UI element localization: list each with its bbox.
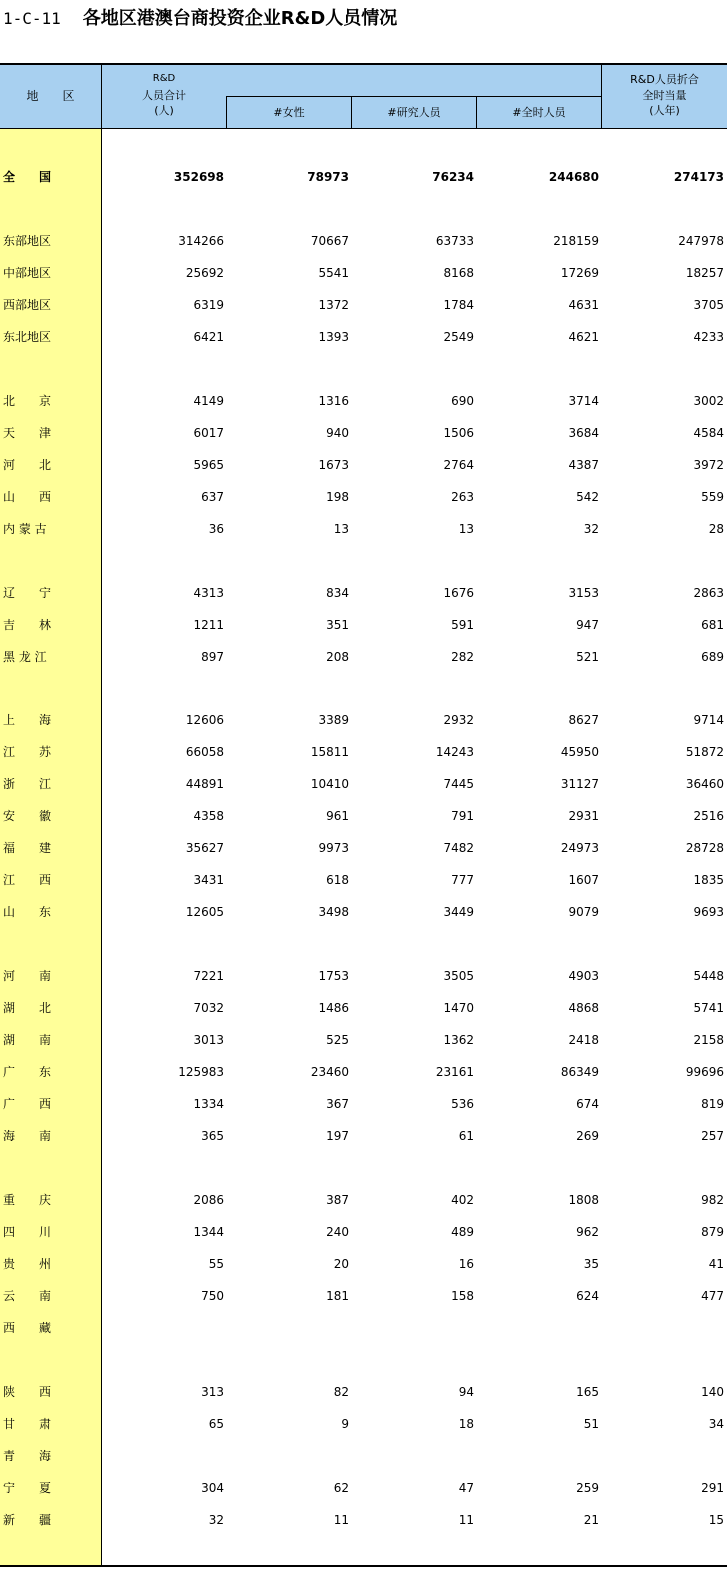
- value-cell: 8627: [568, 713, 599, 727]
- value-cell: 55: [208, 1257, 224, 1271]
- value-cell: 11: [333, 1513, 349, 1527]
- value-cell: 36460: [685, 777, 724, 791]
- value-cell: 36: [208, 522, 224, 536]
- table-row: [0, 1255, 727, 1273]
- value-cell: 674: [576, 1097, 599, 1111]
- table-row: [0, 1415, 727, 1433]
- value-cell: 2549: [443, 330, 474, 344]
- table-row: [0, 775, 727, 793]
- table-row: [0, 1479, 727, 1497]
- header-bottom-border: [0, 128, 727, 129]
- value-cell: 4313: [193, 586, 224, 600]
- value-cell: 240: [326, 1225, 349, 1239]
- value-cell: 6319: [193, 298, 224, 312]
- header-fte-line1: R&D人员折合: [630, 73, 699, 86]
- value-cell: 1506: [443, 426, 474, 440]
- value-cell: 3153: [568, 586, 599, 600]
- region-label: 西 藏: [3, 1321, 52, 1335]
- table-row: [0, 424, 727, 442]
- value-cell: 6421: [193, 330, 224, 344]
- value-cell: 51: [583, 1417, 599, 1431]
- value-cell: 3705: [693, 298, 724, 312]
- value-cell: 125983: [178, 1065, 224, 1079]
- table-row: [0, 1511, 727, 1529]
- table-row: [0, 648, 727, 666]
- value-cell: 24973: [560, 841, 599, 855]
- value-cell: 1784: [443, 298, 474, 312]
- region-label: 贵 州: [3, 1257, 52, 1271]
- value-cell: 78973: [307, 170, 349, 184]
- value-cell: 65: [208, 1417, 224, 1431]
- value-cell: 3449: [443, 905, 474, 919]
- value-cell: 4903: [568, 969, 599, 983]
- table-row: [0, 1031, 727, 1049]
- region-label: 西部地区: [3, 298, 52, 312]
- region-label: 陕 西: [3, 1385, 52, 1399]
- table-row: [0, 967, 727, 985]
- table-row: [0, 1223, 727, 1241]
- region-label: 河 北: [3, 458, 52, 472]
- value-cell: 244680: [548, 170, 599, 184]
- value-cell: 20: [333, 1257, 349, 1271]
- value-cell: 689: [701, 650, 724, 664]
- value-cell: 559: [701, 490, 724, 504]
- value-cell: 4387: [568, 458, 599, 472]
- value-cell: 2932: [443, 713, 474, 727]
- value-cell: 387: [326, 1193, 349, 1207]
- table-bottom-border: [0, 1565, 727, 1567]
- region-label: 广 西: [3, 1097, 52, 1111]
- value-cell: 819: [701, 1097, 724, 1111]
- value-cell: 15811: [310, 745, 349, 759]
- value-cell: 690: [451, 394, 474, 408]
- value-cell: 777: [451, 873, 474, 887]
- value-cell: 9973: [318, 841, 349, 855]
- table-code: 1-C-11: [3, 9, 61, 28]
- value-cell: 521: [576, 650, 599, 664]
- value-cell: 62: [333, 1481, 349, 1495]
- table-row: [0, 584, 727, 602]
- value-cell: 525: [326, 1033, 349, 1047]
- table-row: [0, 616, 727, 634]
- value-cell: 3498: [318, 905, 349, 919]
- value-cell: 897: [201, 650, 224, 664]
- value-cell: 51872: [685, 745, 724, 759]
- value-cell: 274173: [673, 170, 724, 184]
- region-label: 新 疆: [3, 1513, 52, 1527]
- value-cell: 25692: [185, 266, 224, 280]
- value-cell: 11: [458, 1513, 474, 1527]
- table-row: [0, 1191, 727, 1209]
- value-cell: 351: [326, 618, 349, 632]
- table-row: [0, 296, 727, 314]
- value-cell: 3972: [693, 458, 724, 472]
- value-cell: 536: [451, 1097, 474, 1111]
- value-cell: 618: [326, 873, 349, 887]
- value-cell: 28: [708, 522, 724, 536]
- table-row: [0, 1383, 727, 1401]
- value-cell: 47: [458, 1481, 474, 1495]
- value-cell: 365: [201, 1129, 224, 1143]
- value-cell: 3714: [568, 394, 599, 408]
- value-cell: 4584: [693, 426, 724, 440]
- value-cell: 1808: [568, 1193, 599, 1207]
- value-cell: 314266: [178, 234, 224, 248]
- value-cell: 198: [326, 490, 349, 504]
- region-label: 江 西: [3, 873, 52, 887]
- value-cell: 7032: [193, 1001, 224, 1015]
- value-cell: 1344: [193, 1225, 224, 1239]
- value-cell: 263: [451, 490, 474, 504]
- value-cell: 2516: [693, 809, 724, 823]
- value-cell: 2931: [568, 809, 599, 823]
- value-cell: 7445: [443, 777, 474, 791]
- region-label: 天 津: [3, 426, 52, 440]
- header-fte-line2: 全时当量: [642, 89, 687, 102]
- value-cell: 63733: [435, 234, 474, 248]
- table-row: [0, 264, 727, 282]
- value-cell: 591: [451, 618, 474, 632]
- value-cell: 834: [326, 586, 349, 600]
- value-cell: 4358: [193, 809, 224, 823]
- table-row: [0, 839, 727, 857]
- value-cell: 5541: [318, 266, 349, 280]
- region-label: 宁 夏: [3, 1481, 52, 1495]
- value-cell: 402: [451, 1193, 474, 1207]
- value-cell: 28728: [685, 841, 724, 855]
- value-cell: 10410: [310, 777, 349, 791]
- value-cell: 257: [701, 1129, 724, 1143]
- value-cell: 750: [201, 1289, 224, 1303]
- value-cell: 208: [326, 650, 349, 664]
- table-row: [0, 232, 727, 250]
- region-label: 安 徽: [3, 809, 52, 823]
- value-cell: 13: [458, 522, 474, 536]
- region-label: 福 建: [3, 841, 52, 855]
- table-row: [0, 1319, 727, 1337]
- region-label: 湖 北: [3, 1001, 52, 1015]
- value-cell: 32: [208, 1513, 224, 1527]
- region-label: 河 南: [3, 969, 52, 983]
- value-cell: 313: [201, 1385, 224, 1399]
- value-cell: 158: [451, 1289, 474, 1303]
- value-cell: 21: [583, 1513, 599, 1527]
- table-row: [0, 168, 727, 186]
- table-title: [3, 6, 397, 32]
- value-cell: 1334: [193, 1097, 224, 1111]
- value-cell: 86349: [560, 1065, 599, 1079]
- value-cell: 940: [326, 426, 349, 440]
- header-fulltime: #全时人员: [512, 106, 566, 119]
- table-row: [0, 711, 727, 729]
- header-region: 地 区: [26, 89, 75, 103]
- value-cell: 5965: [193, 458, 224, 472]
- region-label: 山 东: [3, 905, 52, 919]
- value-cell: 76234: [432, 170, 474, 184]
- value-cell: 61: [458, 1129, 474, 1143]
- value-cell: 31127: [560, 777, 599, 791]
- value-cell: 16: [458, 1257, 474, 1271]
- value-cell: 1316: [318, 394, 349, 408]
- region-label: 海 南: [3, 1129, 52, 1143]
- value-cell: 4631: [568, 298, 599, 312]
- value-cell: 269: [576, 1129, 599, 1143]
- value-cell: 5448: [693, 969, 724, 983]
- value-cell: 3684: [568, 426, 599, 440]
- value-cell: 2418: [568, 1033, 599, 1047]
- value-cell: 14243: [435, 745, 474, 759]
- header-researcher: #研究人员: [387, 106, 441, 119]
- region-label: 云 南: [3, 1289, 52, 1303]
- value-cell: 181: [326, 1289, 349, 1303]
- table-row: [0, 456, 727, 474]
- value-cell: 489: [451, 1225, 474, 1239]
- region-label: 黑 龙 江: [3, 650, 47, 664]
- value-cell: 1676: [443, 586, 474, 600]
- table-row: [0, 520, 727, 538]
- value-cell: 2863: [693, 586, 724, 600]
- value-cell: 352698: [173, 170, 224, 184]
- value-cell: 3505: [443, 969, 474, 983]
- value-cell: 41: [708, 1257, 724, 1271]
- value-cell: 35627: [185, 841, 224, 855]
- table-row: [0, 1287, 727, 1305]
- value-cell: 247978: [678, 234, 724, 248]
- region-label: 东北地区: [3, 330, 52, 344]
- header-total-line3: (人): [154, 104, 174, 117]
- value-cell: 291: [701, 1481, 724, 1495]
- value-cell: 45950: [560, 745, 599, 759]
- value-cell: 304: [201, 1481, 224, 1495]
- value-cell: 82: [333, 1385, 349, 1399]
- region-label: 辽 宁: [3, 586, 52, 600]
- header-fte-line3: (人年): [649, 104, 680, 117]
- value-cell: 34: [708, 1417, 724, 1431]
- value-cell: 282: [451, 650, 474, 664]
- value-cell: 15: [708, 1513, 724, 1527]
- value-cell: 962: [576, 1225, 599, 1239]
- value-cell: 477: [701, 1289, 724, 1303]
- value-cell: 66058: [185, 745, 224, 759]
- value-cell: 681: [701, 618, 724, 632]
- value-cell: 1362: [443, 1033, 474, 1047]
- value-cell: 18257: [685, 266, 724, 280]
- region-label: 湖 南: [3, 1033, 52, 1047]
- table-row: [0, 807, 727, 825]
- value-cell: 35: [583, 1257, 599, 1271]
- value-cell: 4149: [193, 394, 224, 408]
- table-row: [0, 871, 727, 889]
- value-cell: 18: [458, 1417, 474, 1431]
- value-cell: 2158: [693, 1033, 724, 1047]
- table-row: [0, 1063, 727, 1081]
- value-cell: 12606: [185, 713, 224, 727]
- value-cell: 3431: [193, 873, 224, 887]
- value-cell: 1673: [318, 458, 349, 472]
- value-cell: 9079: [568, 905, 599, 919]
- value-cell: 7221: [193, 969, 224, 983]
- table-row: [0, 328, 727, 346]
- value-cell: 94: [458, 1385, 474, 1399]
- value-cell: 5741: [693, 1001, 724, 1015]
- region-label: 青 海: [3, 1449, 52, 1463]
- table-row: [0, 1127, 727, 1145]
- value-cell: 12605: [185, 905, 224, 919]
- table-row: [0, 1095, 727, 1113]
- value-cell: 6017: [193, 426, 224, 440]
- region-label: 北 京: [3, 394, 52, 408]
- value-cell: 70667: [310, 234, 349, 248]
- value-cell: 23161: [435, 1065, 474, 1079]
- region-label: 江 苏: [3, 745, 52, 759]
- table-row: [0, 488, 727, 506]
- value-cell: 4621: [568, 330, 599, 344]
- region-label: 重 庆: [3, 1193, 52, 1207]
- value-cell: 3002: [693, 394, 724, 408]
- region-label: 全 国: [3, 170, 52, 184]
- region-label: 广 东: [3, 1065, 52, 1079]
- value-cell: 44891: [185, 777, 224, 791]
- region-label: 浙 江: [3, 777, 52, 791]
- region-label: 甘 肃: [3, 1417, 52, 1431]
- value-cell: 165: [576, 1385, 599, 1399]
- region-label: 山 西: [3, 490, 52, 504]
- value-cell: 17269: [560, 266, 599, 280]
- header-total-line2: 人员合计: [142, 89, 186, 102]
- region-label: 中部地区: [3, 266, 52, 280]
- table-row: [0, 392, 727, 410]
- table-row: [0, 903, 727, 921]
- value-cell: 8168: [443, 266, 474, 280]
- value-cell: 1372: [318, 298, 349, 312]
- value-cell: 9714: [693, 713, 724, 727]
- header-top-border: [0, 63, 727, 65]
- value-cell: 4233: [693, 330, 724, 344]
- table-row: [0, 743, 727, 761]
- value-cell: 259: [576, 1481, 599, 1495]
- value-cell: 791: [451, 809, 474, 823]
- region-label: 四 川: [3, 1225, 52, 1239]
- value-cell: 13: [333, 522, 349, 536]
- value-cell: 3389: [318, 713, 349, 727]
- value-cell: 9: [341, 1417, 349, 1431]
- value-cell: 7482: [443, 841, 474, 855]
- value-cell: 367: [326, 1097, 349, 1111]
- table-row: [0, 1447, 727, 1465]
- region-label: 东部地区: [3, 234, 52, 248]
- table-row: [0, 999, 727, 1017]
- value-cell: 542: [576, 490, 599, 504]
- value-cell: 4868: [568, 1001, 599, 1015]
- value-cell: 9693: [693, 905, 724, 919]
- value-cell: 1607: [568, 873, 599, 887]
- value-cell: 1211: [193, 618, 224, 632]
- value-cell: 3013: [193, 1033, 224, 1047]
- header-female: #女性: [273, 106, 305, 119]
- value-cell: 961: [326, 809, 349, 823]
- value-cell: 2764: [443, 458, 474, 472]
- value-cell: 1486: [318, 1001, 349, 1015]
- value-cell: 1470: [443, 1001, 474, 1015]
- value-cell: 2086: [193, 1193, 224, 1207]
- value-cell: 1753: [318, 969, 349, 983]
- header-sub-divider: [226, 96, 601, 97]
- value-cell: 32: [583, 522, 599, 536]
- value-cell: 982: [701, 1193, 724, 1207]
- region-label: 内 蒙 古: [3, 522, 47, 536]
- header-total-line1: R&D: [152, 73, 176, 84]
- region-label: 吉 林: [3, 618, 52, 632]
- value-cell: 197: [326, 1129, 349, 1143]
- value-cell: 879: [701, 1225, 724, 1239]
- region-label: 上 海: [3, 713, 52, 727]
- table-name: 各地区港澳台商投资企业R&D人员情况: [82, 8, 398, 29]
- value-cell: 1835: [693, 873, 724, 887]
- value-cell: 624: [576, 1289, 599, 1303]
- value-cell: 1393: [318, 330, 349, 344]
- value-cell: 140: [701, 1385, 724, 1399]
- value-cell: 637: [201, 490, 224, 504]
- value-cell: 23460: [310, 1065, 349, 1079]
- value-cell: 99696: [685, 1065, 724, 1079]
- value-cell: 218159: [553, 234, 599, 248]
- value-cell: 947: [576, 618, 599, 632]
